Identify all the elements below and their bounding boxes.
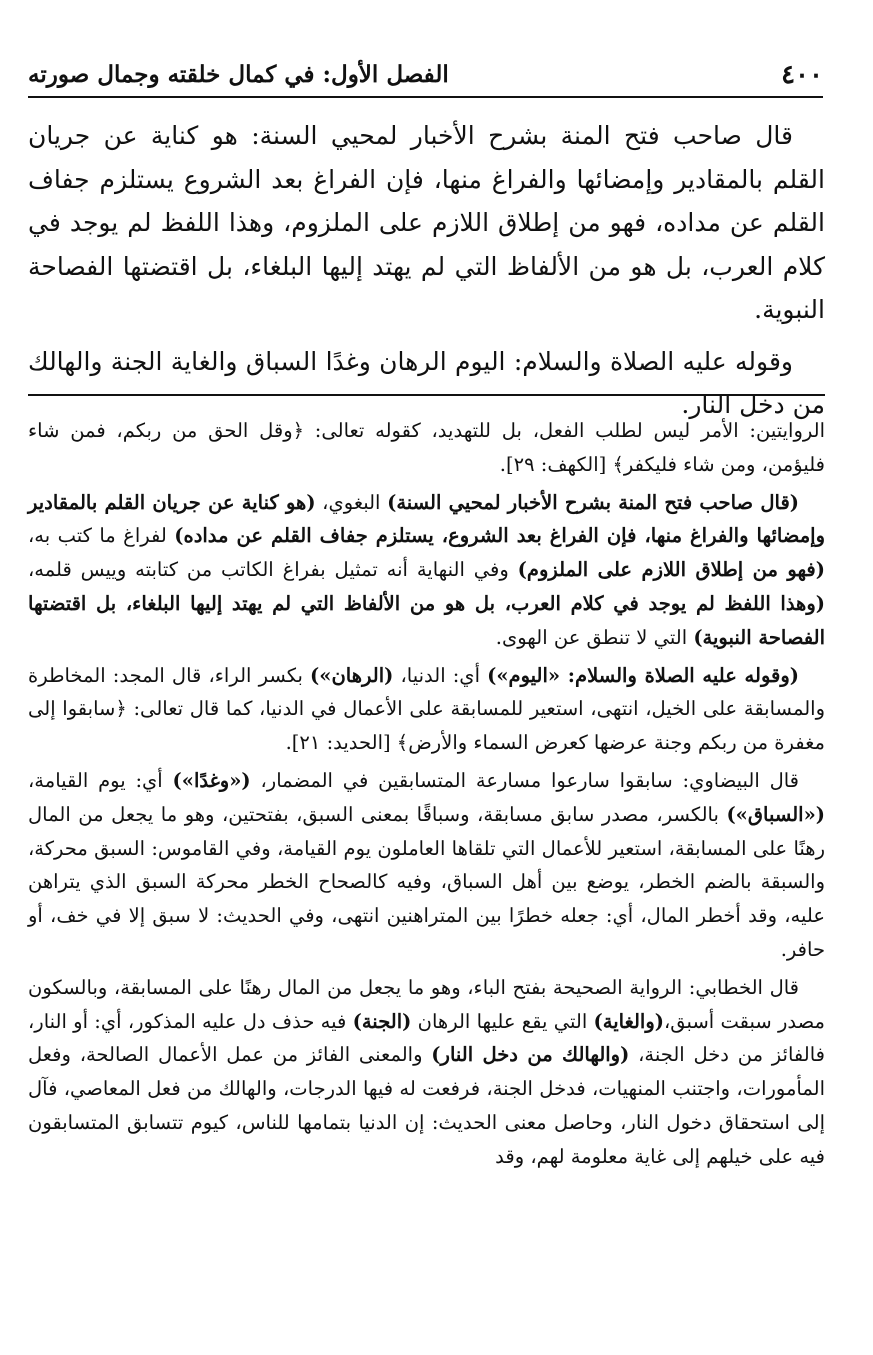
commentary-span: بكسر الراء، قال المجد: المخاطرة والمسابقة على الخيل، انتهى، استعير للمسابقة على الأعمال في الدنيا، كما قال تعالى: ﴿سابقوا إلى مغفرة من ربكم وجنة عرضها كعرض السماء والأرض﴾ [الحديد: ٢١]. bbox=[28, 663, 825, 755]
commentary-span: لفراغ ما كتب به، bbox=[28, 524, 175, 548]
quoted-phrase: (وقوله عليه الصلاة والسلام: «اليوم») bbox=[487, 663, 799, 687]
commentary-paragraph bbox=[28, 971, 825, 1174]
main-text bbox=[28, 114, 825, 427]
quoted-phrase: (هو كناية عن جريان القلم بالمقادير وإمضائها والفراغ منها، فإن الفراغ بعد الشروع، يستلزم جفاف القلم عن مداده) bbox=[28, 490, 826, 548]
quoted-phrase: (الجنة) bbox=[352, 1009, 412, 1033]
commentary-span: التي لا تنطق عن الهوى. bbox=[495, 625, 694, 649]
quoted-phrase: («السباق») bbox=[726, 802, 825, 826]
commentary-span: أي: الدنيا، bbox=[393, 663, 488, 687]
commentary-text bbox=[28, 414, 825, 1174]
page-number: ٤٠٠ bbox=[781, 60, 823, 90]
commentary-span: وفي النهاية أنه تمثيل بفراغ الكاتب من كتابته وييس قلمه، bbox=[28, 558, 518, 582]
commentary-span: البغوي، bbox=[315, 490, 388, 514]
chapter-title: الفصل الأول: في كمال خلقته وجمال صورته bbox=[28, 61, 449, 88]
commentary-paragraph bbox=[28, 486, 825, 655]
main-text-paragraph: قال صاحب فتح المنة بشرح الأخبار لمحيي السنة: هو كناية عن جريان القلم بالمقادير وإمضائها والفراغ منها، فإن الفراغ بعد الشروع يستلزم جفاف القلم عن مداده، فهو من إطلاق اللازم على الملزوم، وهذا اللفظ لم يوجد في كلام العرب، بل هو من الألفاظ التي لم يهتد إليها البلغاء، بل اقتضتها الفصاحة النبوية. bbox=[28, 121, 825, 324]
commentary-span: أي: يوم القيامة، bbox=[28, 768, 173, 792]
quoted-phrase: (والغاية) bbox=[593, 1009, 664, 1033]
text-divider bbox=[28, 394, 825, 396]
commentary-span: قال الخطابي: الرواية الصحيحة بفتح الباء، وهو ما يجعل من المال رهنًا على المسابقة، وبالسكون مصدر سبقت أسبق، bbox=[28, 975, 826, 1033]
quoted-phrase: (قال صاحب فتح المنة بشرح الأخبار لمحيي السنة) bbox=[387, 490, 799, 514]
commentary-span: فيه حذف دل عليه المذكور، أي: أو النار، فالفائز من دخل الجنة، bbox=[28, 1009, 825, 1067]
quoted-phrase: (وهذا اللفظ لم يوجد في كلام العرب، بل هو من الألفاظ التي لم يهتد إليها البلغاء، بل اقتضتها الفصاحة النبوية) bbox=[28, 591, 825, 649]
commentary-span: والمعنى الفائز من عمل الأعمال الصالحة، وفعل المأمورات، واجتنب المنهيات، فدخل الجنة، فرفعت له فيها الدرجات، والهالك من فعل المعاصي، فآل إلى استحقاق دخول النار، وحاصل معنى الحديث: إن الدنيا بتمامها للناس، كيوم تتسابق المتسابقون فيه على خيلهم إلى غاية معلومة لهم، وقد bbox=[28, 1043, 825, 1168]
page-header bbox=[28, 52, 823, 98]
quoted-phrase: («وغدًا») bbox=[172, 768, 251, 792]
commentary-span: بالكسر، مصدر سابق مسابقة، وسباقًا بمعنى السبق، بفتحتين، وهو ما يجعل من المال رهنًا على المسابقة، استعير للأعمال التي تلقاها العاملون يوم القيامة، وفي القاموس: السبق محركة، والسبقة بالضم الخطر، يوضع بين أهل السباق، وفيه كالصحاح الخطر محركة السبق الذي يتراهن عليه، وقد أخطر المال، أي: جعله خطرًا بين المتراهنين انتهى، وفي الحديث: لا سبق إلا في خف، أو حافر. bbox=[28, 802, 825, 961]
main-text-paragraph: وقوله عليه الصلاة والسلام: اليوم الرهان وغدًا السباق والغاية الجنة والهالك من دخل النار. bbox=[28, 346, 825, 419]
commentary-paragraph: الروايتين: الأمر ليس لطلب الفعل، بل للتهديد، كقوله تعالى: ﴿وقل الحق من ربكم، فمن شاء فليؤمن، ومن شاء فليكفر﴾ [الكهف: ٢٩]. bbox=[28, 419, 825, 476]
commentary-paragraph bbox=[28, 764, 825, 967]
quoted-phrase: (فهو من إطلاق اللازم على الملزوم) bbox=[517, 558, 825, 582]
commentary-span: قال البيضاوي: سابقوا سارعوا مسارعة المتسابقين في المضمار، bbox=[250, 768, 799, 792]
commentary-paragraph bbox=[28, 659, 825, 760]
quoted-phrase: (والهالك من دخل النار) bbox=[431, 1043, 630, 1067]
commentary-span: التي يقع عليها الرهان bbox=[411, 1009, 594, 1033]
quoted-phrase: (الرهان») bbox=[310, 663, 394, 687]
